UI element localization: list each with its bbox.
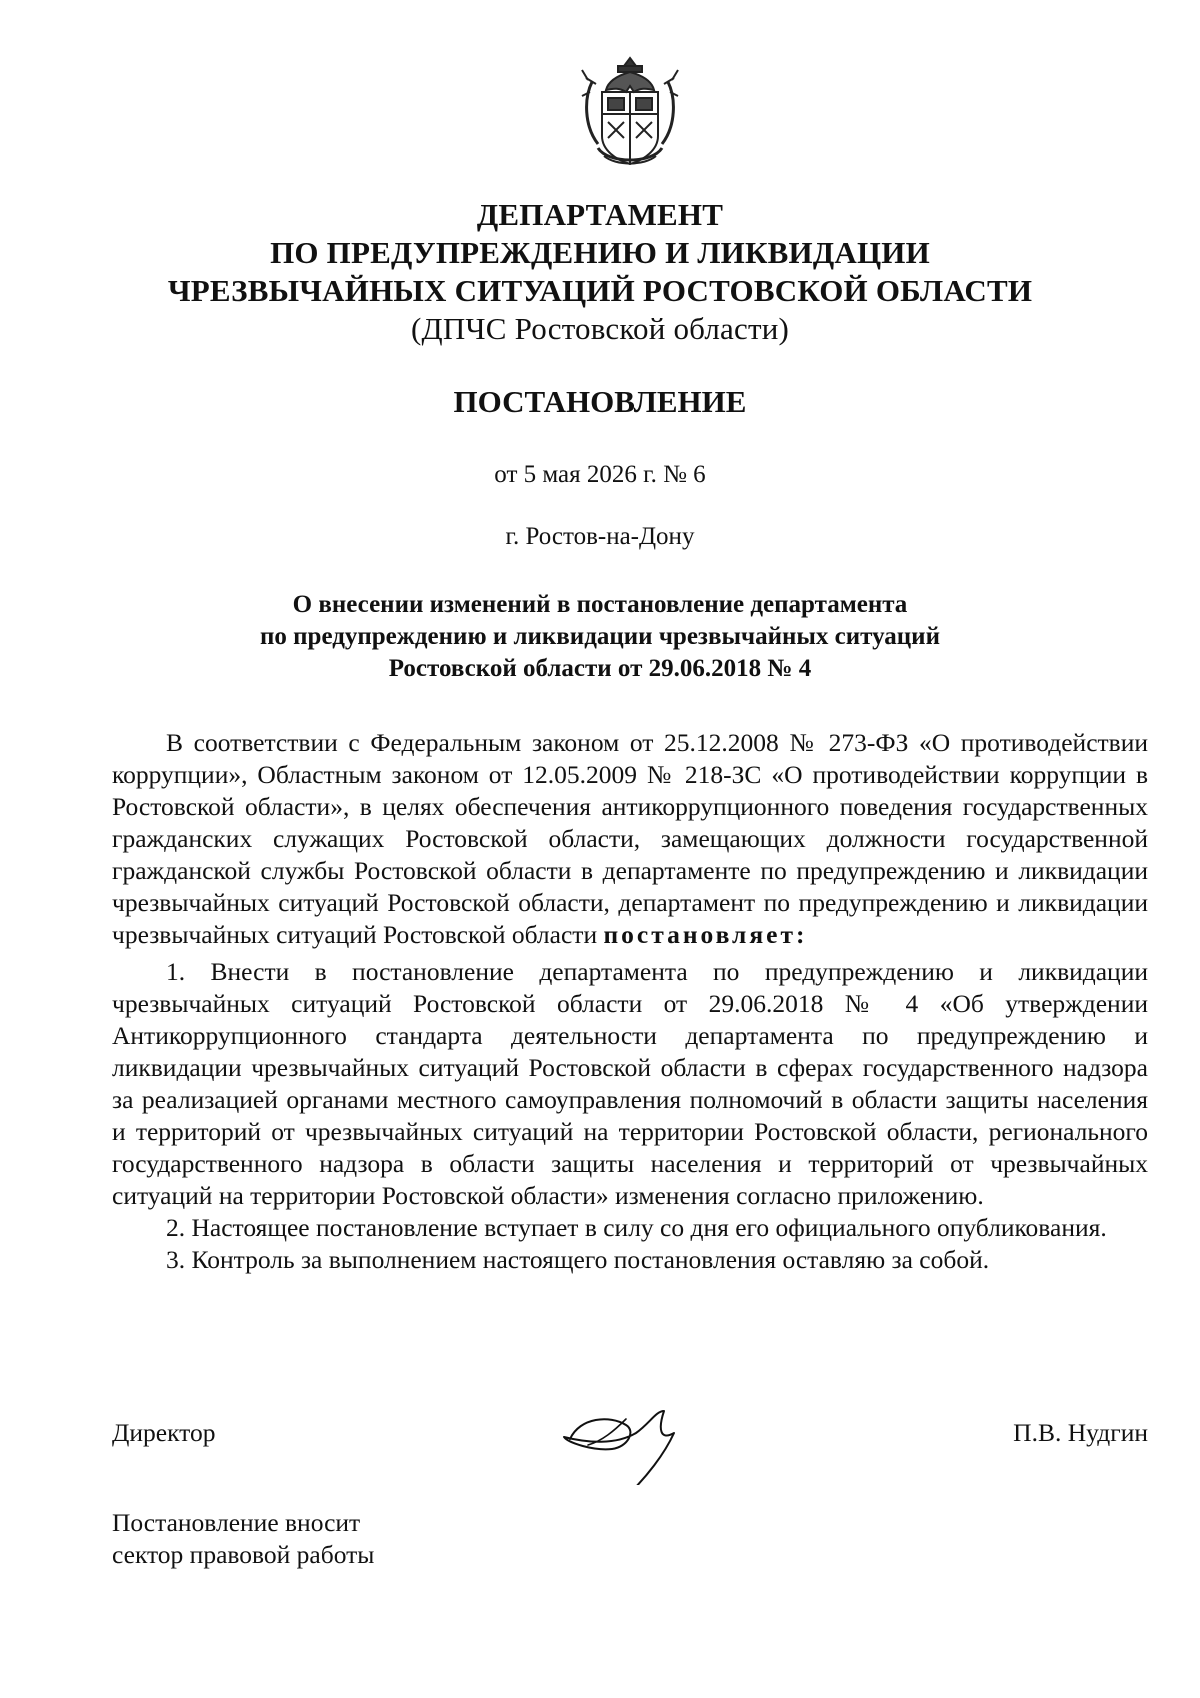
coat-of-arms-emblem xyxy=(568,52,692,176)
introduced-by-line-2: сектор правовой работы xyxy=(112,1540,375,1569)
document-body xyxy=(112,727,1148,1276)
introduced-by-line-1: Постановление вносит xyxy=(112,1508,361,1537)
document-date-number: от 5 мая 2026 г. № 6 xyxy=(494,461,706,488)
subject-line-3: Ростовской области от 29.06.2018 № 4 xyxy=(388,655,812,682)
document-subject xyxy=(0,589,1200,685)
item-3-paragraph: 3. Контроль за выполнением настоящего постановления оставляю за собой. xyxy=(166,1245,990,1274)
organization-name xyxy=(0,196,1200,348)
subject-line-2: по предупреждению и ликвидации чрезвычайных ситуаций xyxy=(260,623,940,650)
subject-line-1: О внесении изменений в постановление департамента xyxy=(292,591,908,618)
item-1-paragraph: 1. Внести в постановление департамента по предупреждению и ликвидации чрезвычайных ситуаций Ростовской области от 29.06.2018 № 4 «Об утверждении Антикоррупционного стандарта деятельности департамента по предупреждению и ликвидации чрезвычайных ситуаций Ростовской области в сферах государственного надзора за реализацией органами местного самоуправления полномочий в области защиты населения и территорий от чрезвычайных ситуаций на территории Ростовской области, регионального государственного надзора в области защиты населения и территорий от чрезвычайных ситуаций на территории Ростовской области» изменения согласно приложению. xyxy=(112,957,1148,1210)
preamble-text: В соответствии с Федеральным законом от 25.12.2008 № 273-ФЗ «О противодействии коррупции», Областным законом от 12.05.2009 № 218-ЗС «О противодействии коррупции в Ростовской области», в целях обеспечения антикоррупционного поведения государственных гражданских служащих Ростовской области, замещающих должности государственной гражданской службы Ростовской области в департаменте по предупреждению и ликвидации чрезвычайных ситуаций Ростовской области, департамент по предупреждению и ликвидации чрезвычайных ситуаций Ростовской области xyxy=(112,728,1148,949)
signer-position: Директор xyxy=(112,1418,216,1447)
org-line-3: ЧРЕЗВЫЧАЙНЫХ СИТУАЦИЙ РОСТОВСКОЙ ОБЛАСТИ xyxy=(167,273,1033,308)
preamble-paragraph xyxy=(112,727,1148,951)
item-2-paragraph: 2. Настоящее постановление вступает в силу со дня его официального опубликования. xyxy=(166,1213,1107,1242)
org-short-name: (ДПЧС Ростовской области) xyxy=(410,311,790,346)
handwritten-signature xyxy=(548,1385,698,1485)
org-line-2: ПО ПРЕДУПРЕЖДЕНИЮ И ЛИКВИДАЦИИ xyxy=(270,235,930,270)
org-line-1: ДЕПАРТАМЕНТ xyxy=(476,197,724,232)
introduced-by xyxy=(112,1507,374,1571)
signer-name: П.В. Нудгин xyxy=(1013,1418,1148,1447)
document-type-title: ПОСТАНОВЛЕНИЕ xyxy=(453,384,747,419)
decree-word: постановляет: xyxy=(603,920,808,949)
document-city: г. Ростов-на-Дону xyxy=(505,523,695,550)
